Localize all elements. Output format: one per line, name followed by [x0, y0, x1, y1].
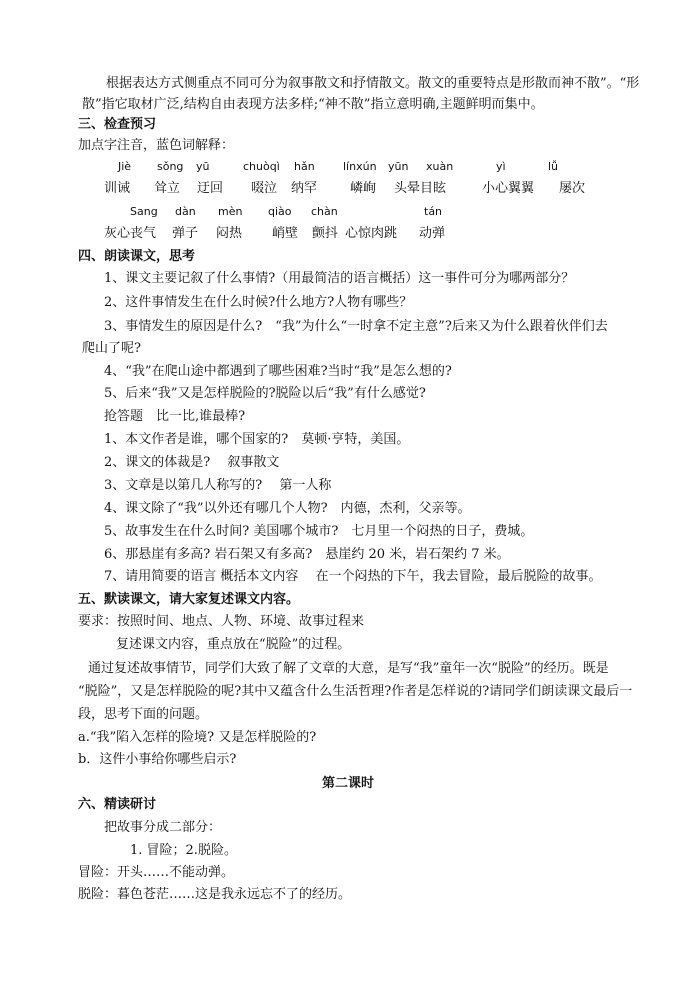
pinyin: yū: [196, 160, 210, 173]
question-b: b．这件小事给你哪些启示?: [78, 752, 237, 767]
intro-line-1: 根据表达方式侧重点不同可分为叙事散文和抒情散文。散文的重要特点是形散而神不散”。“形: [106, 76, 640, 91]
quiz-item: 6、那悬崖有多高? 岩石架又有多高? 悬崖约 20 米，岩石架约 7 米。: [104, 547, 510, 562]
pinyin: yì: [496, 160, 506, 173]
vocab-word: 峭壁: [272, 226, 299, 241]
section-heading-6: 六、精读研讨: [78, 797, 157, 812]
pinyin: sǒng: [157, 160, 184, 173]
retell-instruction: 复述课文内容，重点放在“脱险”的过程。: [116, 637, 351, 652]
vocab-word: 灰心丧气: [104, 226, 157, 241]
vocab-word: 头晕目眩: [394, 181, 447, 196]
vocab-word: 嶙峋: [350, 181, 377, 196]
pinyin: lǚ: [548, 160, 559, 173]
preview-instruction: 加点字注音，蓝色词解释：: [78, 138, 235, 153]
vocab-word: 训诫: [104, 181, 131, 196]
paragraph-line: “脱险”，又是怎样脱险的呢?其中又蕴含什么生活哲理?作者是怎样说的?请同学们朗读课文最后一: [78, 684, 633, 699]
quiz-item: 2、课文的体裁是? 叙事散文: [104, 455, 280, 470]
escape-range: 脱险：暮色苍茫……这是我永远忘不了的经历。: [78, 887, 352, 902]
story-parts-list: 1. 冒险；2.脱险。: [130, 843, 237, 858]
question: 爬山了呢?: [82, 341, 141, 356]
vocab-word: 屡次: [559, 181, 586, 196]
quiz-item: 1、本文作者是谁，哪个国家的? 莫顿·亨特，美国。: [104, 432, 410, 447]
adventure-range: 冒险：开头……不能动弹。: [78, 865, 235, 880]
question: 2、这件事情发生在什么时候?什么地方?人物有哪些？: [104, 295, 413, 310]
paragraph-line: 段，思考下面的问题。: [78, 707, 209, 722]
vocab-word: 啜泣: [251, 181, 278, 196]
question: 1、课文主要记叙了什么事情?（用最简洁的语言概括）这一事件可分为哪两部分？: [104, 271, 575, 286]
pinyin: chuòqì: [243, 160, 280, 173]
quiz-item: 3、文章是以第几人称写的? 第一人称: [104, 478, 332, 493]
pinyin: qiào: [268, 205, 292, 218]
pinyin: yūn: [388, 160, 409, 173]
requirement: 要求：按照时间、地点、人物、环境、故事过程来: [78, 614, 365, 629]
vocab-word: 小心翼翼: [482, 181, 535, 196]
quiz-item: 4、课文除了“我”以外还有哪几个人物? 内德，杰利，父亲等。: [104, 501, 471, 516]
vocab-word: 颤抖: [312, 226, 339, 241]
story-parts: 把故事分成二部分：: [104, 820, 222, 835]
quiz-title: 抢答题 比一比,谁最棒?: [104, 409, 246, 424]
pinyin: hǎn: [294, 160, 315, 173]
vocab-word: 纳罕: [291, 181, 318, 196]
pinyin: chàn: [311, 205, 338, 218]
pinyin: xuàn: [426, 160, 454, 173]
question-a: a.“我”陷入怎样的险境? 又是怎样脱险的?: [78, 730, 317, 745]
vocab-word: 动弹: [419, 226, 446, 241]
vocab-word: 耸立: [154, 181, 181, 196]
pinyin: Jiè: [118, 160, 132, 173]
vocab-word: 弹子: [172, 226, 199, 241]
question: 3、事情发生的原因是什么? “我”为什么“一时拿不定主意”?后来又为什么跟着伙伴们去: [104, 319, 608, 334]
quiz-item: 5、故事发生在什么时间? 美国哪个城市? 七月里一个闷热的日子，费城。: [104, 524, 534, 539]
quiz-item: 7、请用简要的语言 概括本文内容 在一个闷热的下午，我去冒险，最后脱险的故事。: [104, 569, 602, 584]
vocab-word: 闷热: [216, 226, 243, 241]
pinyin: línxún: [343, 160, 377, 173]
section-heading-4: 四、朗读课文，思考: [78, 249, 196, 264]
pinyin: tán: [424, 205, 443, 218]
question: 4、“我”在爬山途中都遇到了哪些困难?当时“我”是怎么想的?: [104, 364, 452, 379]
question: 5、后来“我”又是怎样脱险的?脱险以后“我”有什么感觉?: [104, 386, 426, 401]
lesson-title: 第二课时: [322, 776, 375, 791]
paragraph-line: 通过复述故事情节，同学们大致了解了文章的大意，是写“我”童年一次“脱险”的经历。既是: [88, 661, 609, 676]
vocab-word: 迂回: [197, 181, 224, 196]
section-heading-3: 三、检查预习: [78, 117, 157, 132]
pinyin: Sang: [130, 205, 158, 218]
section-heading-5: 五、默读课文，请大家复述课文内容。: [78, 592, 300, 607]
vocab-word: 心惊肉跳: [345, 226, 398, 241]
pinyin: mèn: [218, 205, 243, 218]
pinyin: dàn: [175, 205, 196, 218]
intro-line-2: 散”指它取材广泛,结构自由表现方法多样;“神不散”指立意明确,主题鲜明而集中。: [82, 97, 544, 112]
